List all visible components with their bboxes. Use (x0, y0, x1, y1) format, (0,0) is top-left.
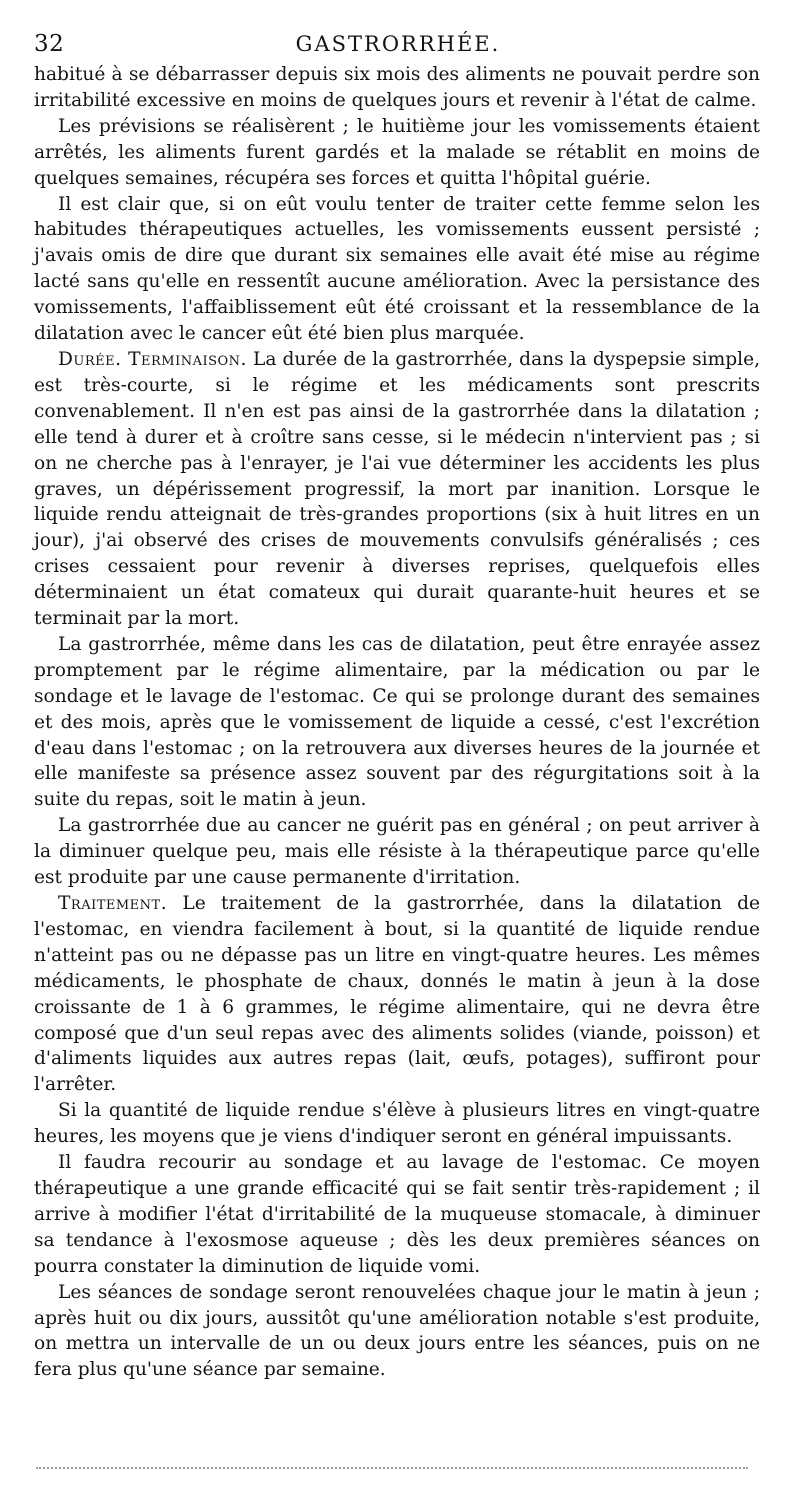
paragraph (34, 192, 760, 347)
paragraph-text: habitué à se débarrasser depuis six mois des aliments ne pouvait perdre son irritabilité excessive en moins de quelques jours et revenir à l'état de calme. (34, 64, 760, 111)
paragraph-continuation (34, 62, 760, 114)
paragraph (34, 632, 760, 813)
paragraph-text: Il est clair que, si on eût voulu tenter de traiter cette femme selon les habitudes thérapeutiques actuelles, les vomissements eussent persisté ; j'avais omis de dire que durant six semaines elle avait été mise au régime lacté sans qu'elle en ressentît aucune amélioration. Avec la persistance des vomissements, l'affaiblissement eût été croissant et la ressemblance de la dilatation avec le cancer eût été bien plus marquée. (34, 193, 760, 345)
page-number: 32 (34, 31, 65, 57)
paragraph-text: Le traitement de la gastrorrhée, dans la dilatation de l'estomac, en viendra facilement à bout, si la quantité de liquide rendue n'atteint pas ou ne dépasse pas un litre en vingt-quatre heures. Les mêmes médicaments, le phosphate de chaux, donnés le matin à jeun à la dose croissante de 1 à 6 grammes, le régime alimentaire, qui ne devra être composé que d'un seul repas avec des aliments solides (viande, poisson) et d'aliments liquides aux autres repas (lait, œufs, potages), suffiront pour l'arrêter. (34, 893, 760, 1096)
paragraph-text: La gastrorrhée, même dans les cas de dilatation, peut être enrayée assez promptement par le régime alimentaire, par la médication ou par le sondage et le lavage de l'estomac. Ce qui se prolonge durant des semaines et des mois, après que le vomissement de liquide a cessé, c'est l'excrétion d'eau dans l'estomac ; on la retrouvera aux diverses heures de la journée et elle manifeste sa présence assez souvent par des régurgitations soit à la suite du repas, soit le matin à jeun. (34, 633, 760, 811)
paragraph (34, 1280, 760, 1384)
paragraph-text: Si la quantité de liquide rendue s'élève à plusieurs litres en vingt-quatre heures, les moyens que je viens d'indiquer seront en général impuissants. (34, 1100, 760, 1148)
paragraph-duree-terminaison (34, 347, 760, 632)
paragraph-text: La durée de la gastrorrhée, dans la dyspepsie simple, est très-courte, si le régime et les médicaments sont prescrits convenablement. Il n'en est pas ainsi de la gastrorrhée dans la dilatation ; elle tend à durer et à croître sans cesse, si le médecin n'intervient pas ; si on ne cherche pas à l'enrayer, je l'ai vue déterminer les accidents les plus graves, un dépérissement progressif, la mort par inanition. Lorsque le liquide rendu atteignait de très-grandes proportions (six à huit litres en un jour), j'ai observé des crises de mouvements convulsifs généralisés ; ces crises cessaient pour revenir à diverses reprises, quelquefois elles déterminaient un état comateux qui durait quarante-huit heures et se terminait par la mort. (34, 348, 760, 630)
footer-dotted-rule (36, 1467, 748, 1469)
paragraph-text: Les prévisions se réalisèrent ; le huitième jour les vomissements étaient arrêtés, les aliments furent gardés et la malade se rétablit en moins de quelques semaines, récupéra ses forces et quitta l'hôpital guérie. (34, 115, 760, 189)
section-heading: Traitement. (58, 893, 168, 914)
paragraph (34, 813, 760, 891)
running-title: GASTRORRHÉE. (295, 32, 501, 56)
paragraph-text: Les séances de sondage seront renouvelées chaque jour le matin à jeun ; après huit ou dix jours, aussitôt qu'une amélioration notable s'est produite, on mettra un intervalle de un ou deux jours entre les séances, puis on ne fera plus qu'une séance par semaine. (34, 1281, 760, 1381)
page-header (34, 28, 762, 60)
section-heading: Durée. Terminaison. (58, 348, 247, 370)
paragraph (34, 1150, 760, 1280)
paragraph-traitement (34, 891, 760, 1098)
paragraph (34, 114, 760, 192)
paragraph-text: La gastrorrhée due au cancer ne guérit pas en général ; on peut arriver à la diminuer quelque peu, mais elle résiste à la thérapeutique parce qu'elle est produite par une cause permanente d'irritation. (34, 815, 760, 889)
paragraph (34, 1098, 760, 1150)
paragraph-text: Il faudra recourir au sondage et au lavage de l'estomac. Ce moyen thérapeutique a une grande efficacité qui se fait sentir très-rapidement ; il arrive à modifier l'état d'irritabilité de la muqueuse stomacale, à diminuer sa tendance à l'exosmose aqueuse ; dès les deux premières séances on pourra constater la diminution de liquide vomi. (34, 1152, 760, 1277)
body-text (34, 62, 760, 1383)
